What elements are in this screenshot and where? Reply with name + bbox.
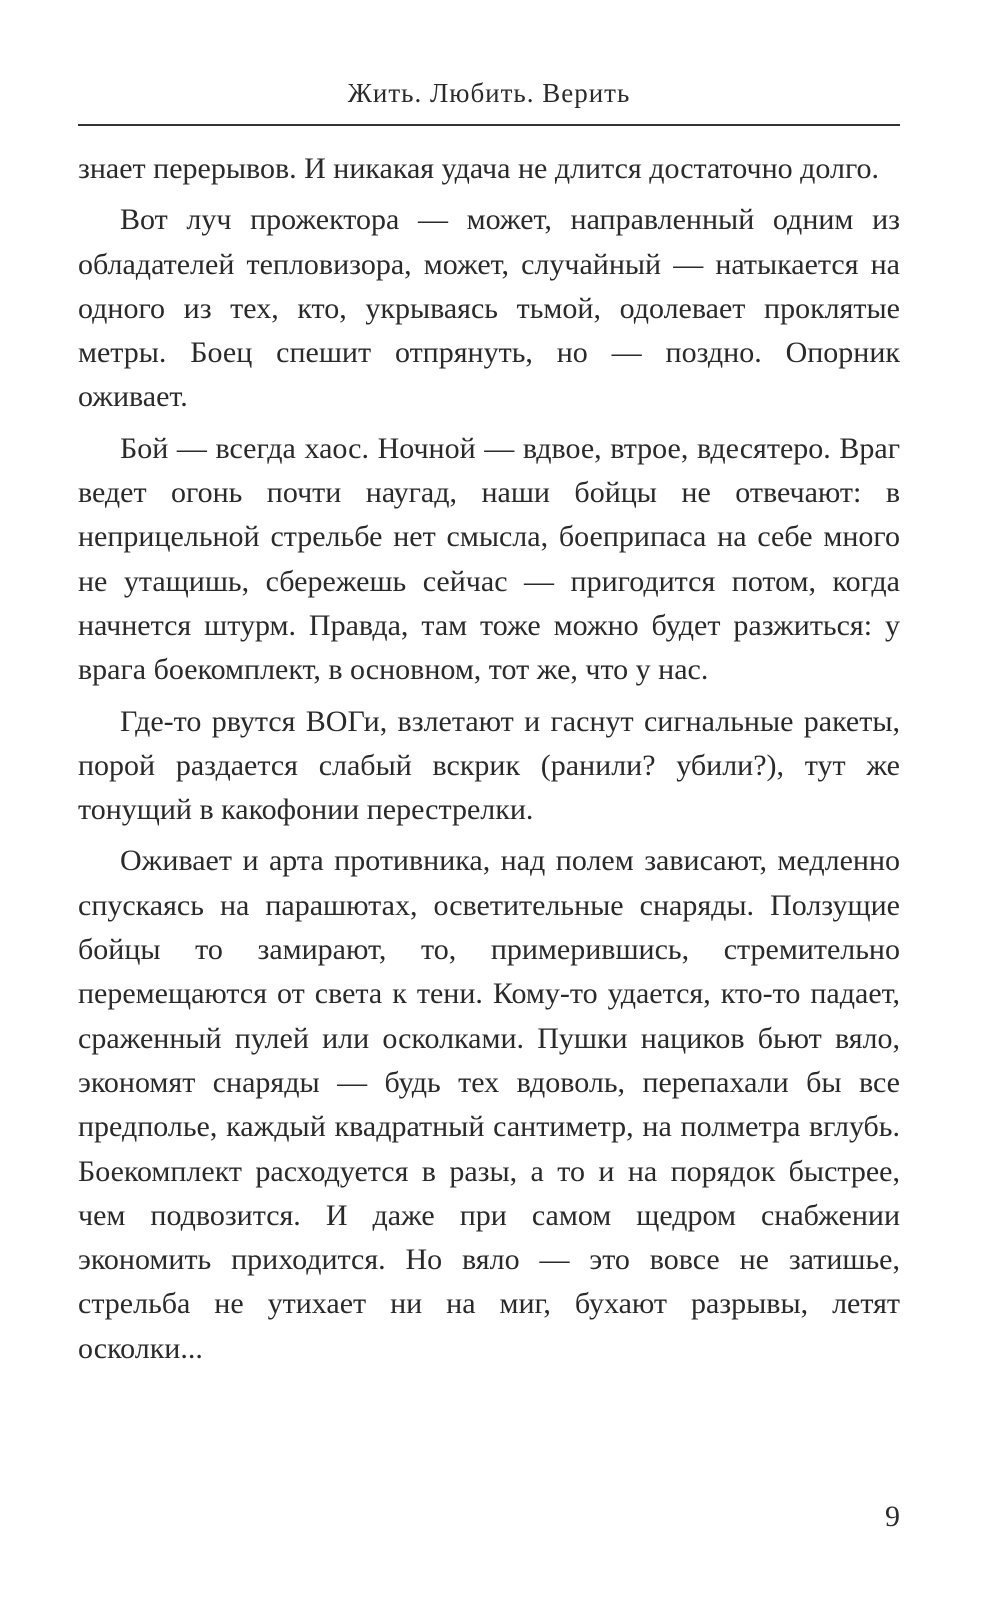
paragraph: Вот луч прожектора — может, направленный одним из обладателей тепловизора, может, случайный — натыкается на одного из тех, кто, укрываясь тьмой, одолевает проклятые метры. Боец спешит отпрянуть, но — поздно. Опорник оживает. [78, 203, 900, 414]
running-head: Жить. Любить. Верить [347, 78, 631, 108]
paragraph: Где-то рвутся ВОГи, взлетают и гаснут сигнальные ракеты, порой раздается слабый вскрик (ранили? убили?), тут же тонущий в какофонии перестрелки. [78, 704, 900, 827]
header-rule [78, 124, 900, 126]
paragraph: Бой — всегда хаос. Ночной — вдвое, втрое, вдесятеро. Враг ведет огонь почти наугад, наши бойцы не отвечают: в неприцельной стрельбе нет смысла, боеприпаса на себе много не утащишь, сбережешь сейчас — пригодится потом, когда начнется штурм. Правда, там тоже можно будет разжиться: у врага боекомплект, в основном, тот же, что у нас. [78, 431, 900, 687]
paragraph-continued: знает перерывов. И никакая удача не длится достаточно долго. [78, 152, 880, 185]
body-text [78, 147, 900, 1371]
paragraph: Оживает и арта противника, над полем зависают, медленно спускаясь на парашютах, осветительные снаряды. Ползущие бойцы то замирают, то, примерившись, стремительно перемещаются от света к тени. Кому-то удается, кто-то падает, сраженный пулей или осколками. Пушки нациков бьют вяло, экономят снаряды — будь тех вдоволь, перепахали бы все предполье, каждый квадратный сантиметр, на полметра вглубь. Боекомплект расходуется в разы, а то и на порядок быстрее, чем подвозится. И даже при самом щедром снабжении экономить приходится. Но вяло — это вовсе не затишье, стрельба не утихает ни на миг, бухают разрывы, летят осколки... [78, 844, 900, 1365]
page-number: 9 [885, 1500, 900, 1533]
